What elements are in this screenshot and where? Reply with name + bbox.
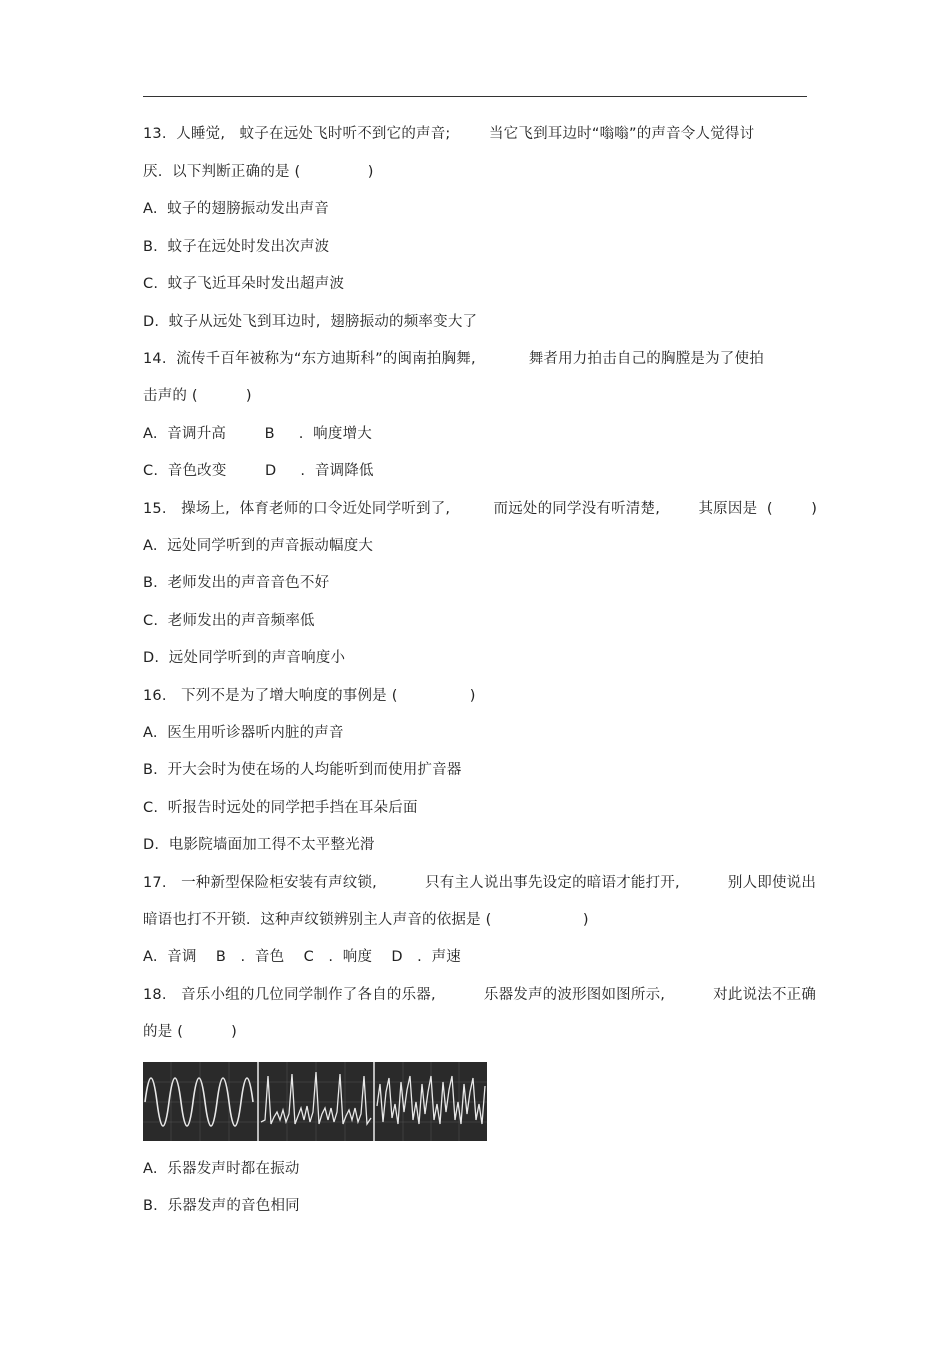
- q15-option-c: C. 老师发出的声音频率低: [143, 613, 315, 629]
- q16-option-a: A. 医生用听诊器听内脏的声音: [143, 725, 344, 741]
- q13-stem-line1: 13. 人睡觉, 蚊子在远处飞时听不到它的声音; 当它飞到耳边时“嗡嗡”的声音令人觉得讨: [143, 126, 755, 142]
- q15-option-d: D. 远处同学听到的声音响度小: [143, 650, 346, 666]
- q18-stem-line2: 的是 ( ): [143, 1024, 238, 1040]
- q18-option-a: A. 乐器发声时都在振动: [143, 1161, 300, 1177]
- waveform-panel-complex-1: [259, 1062, 375, 1141]
- header-rule: [143, 96, 807, 97]
- q13-option-d: D. 蚊子从远处飞到耳边时, 翅膀振动的频率变大了: [143, 314, 478, 330]
- q16-option-d: D. 电影院墙面加工得不太平整光滑: [143, 837, 375, 853]
- q17-options: A. 音调 B . 音色 C . 响度 D . 声速: [143, 949, 462, 965]
- q16-option-b: B. 开大会时为使在场的人均能听到而使用扩音器: [143, 762, 462, 778]
- waveform-panel-complex-2: [375, 1062, 487, 1141]
- q18-stem-line1: 18. 音乐小组的几位同学制作了各自的乐器, 乐器发声的波形图如图所示, 对此说法不正确: [143, 987, 817, 1003]
- q15-option-b: B. 老师发出的声音音色不好: [143, 575, 330, 591]
- q14-options-cd: C. 音色改变 D . 音调降低: [143, 463, 374, 479]
- q14-stem-line2: 击声的 ( ): [143, 388, 252, 404]
- q15-stem: 15. 操场上, 体育老师的口令近处同学听到了, 而远处的同学没有听清楚, 其原因是 ( ): [143, 501, 818, 517]
- q13-option-b: B. 蚊子在远处时发出次声波: [143, 239, 330, 255]
- q14-stem-line1: 14. 流传千百年被称为“东方迪斯科”的闽南拍胸舞, 舞者用力拍击自己的胸膛是为了使拍: [143, 351, 764, 367]
- q14-options-ab: A. 音调升高 B . 响度增大: [143, 426, 372, 442]
- q17-stem-line2: 暗语也打不开锁. 这种声纹锁辨别主人声音的依据是 ( ): [143, 912, 589, 928]
- q13-option-c: C. 蚊子飞近耳朵时发出超声波: [143, 276, 345, 292]
- q15-option-a: A. 远处同学听到的声音振动幅度大: [143, 538, 374, 554]
- q16-option-c: C. 听报告时远处的同学把手挡在耳朵后面: [143, 800, 418, 816]
- q13-option-a: A. 蚊子的翅膀振动发出声音: [143, 201, 329, 217]
- waveform-panel-sine: [143, 1062, 259, 1141]
- q13-stem-line2: 厌. 以下判断正确的是 ( ): [143, 164, 374, 180]
- q16-stem: 16. 下列不是为了增大响度的事例是 ( ): [143, 688, 476, 704]
- waveform-figure: [143, 1062, 487, 1141]
- q18-option-b: B. 乐器发声的音色相同: [143, 1198, 300, 1214]
- q17-stem-line1: 17. 一种新型保险柜安装有声纹锁, 只有主人说出事先设定的暗语才能打开, 别人即使说出: [143, 875, 817, 891]
